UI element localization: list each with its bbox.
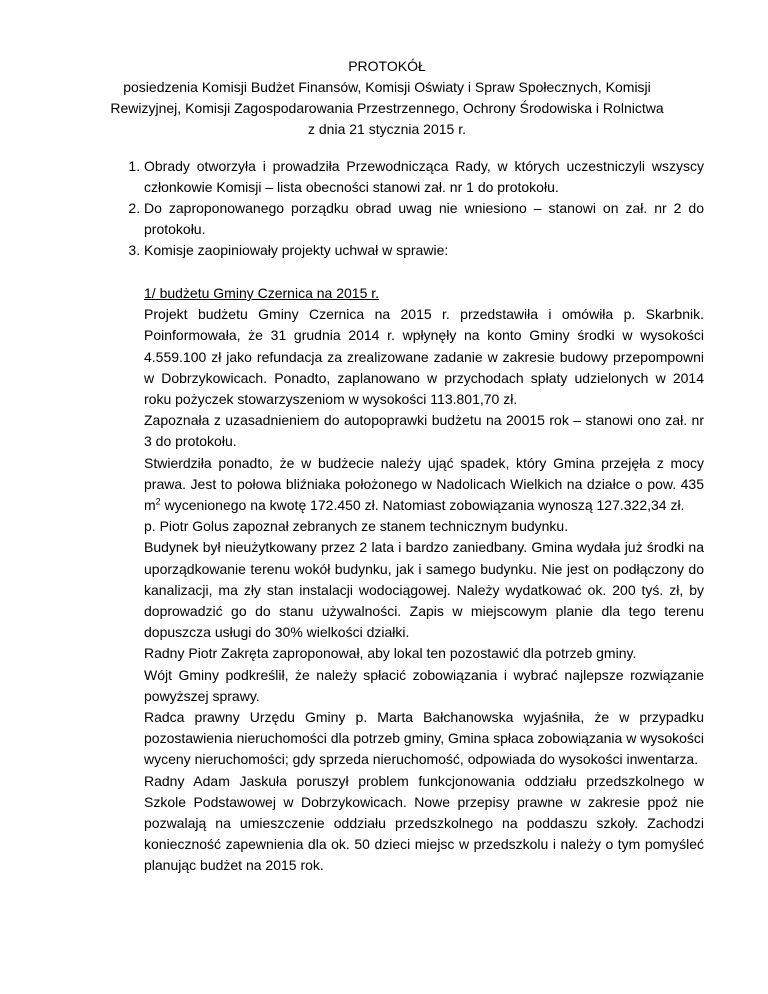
- paragraph-inheritance: [144, 453, 704, 517]
- agenda-point: 3. Komisje zaopiniowały projekty uchwał w sprawie:: [144, 240, 704, 261]
- paragraph: Wójt Gminy podkreślił, że należy spłacić zobowiązania i wybrać najlepsze rozwiązanie powyższej sprawy.: [144, 666, 704, 704]
- section-subheading: 1/ budżetu Gminy Czernica na 2015 r.: [144, 285, 380, 301]
- document-header: [66, 56, 708, 140]
- budget-section: [144, 283, 704, 877]
- agenda-point: 2. Do zaproponowanego porządku obrad uwag nie wniesiono – stanowi on zał. nr 2 do protokołu.: [144, 198, 704, 240]
- paragraph: Radny Piotr Zakręta zaproponował, aby lokal ten pozostawić dla potrzeb gminy.: [144, 645, 637, 662]
- paragraph-part: Stwierdziła ponadto, że w budżecie należy ująć spadek, który Gmina przejęła z mocy prawa. Jest to połowa bliźniaka położonego w Nadolicach Wielkich na działce o pow. 435 m: [144, 454, 704, 514]
- superscript: 2: [155, 496, 161, 507]
- document-title: PROTOKÓŁ: [348, 58, 426, 74]
- header-line-1: posiedzenia Komisji Budżet Finansów, Komisji Oświaty i Spraw Społecznych, Komisji: [123, 79, 651, 95]
- paragraph: Radca prawny Urzędu Gminy p. Marta Bałchanowska wyjaśniła, że w przypadku pozostawienia nieruchomości dla potrzeb gminy, Gmina spłaca zobowiązania w wysokości wyceny nieruchomości; gdy sprzeda nieruchomość, odpowiada do wysokości inwentarza.: [144, 709, 705, 768]
- paragraph: Radny Adam Jaskuła poruszył problem funkcjonowania oddziału przedszkolnego w Szkole Podstawowej w Dobrzykowicach. Nowe przepisy prawne w zakresie ppoż nie pozwalają na umieszczenie oddziału przedszkolnego na poddaszu szkoły. Zachodzi konieczność zapewnienia dla ok. 50 dzieci miejsc w przedszkolu i należy o tym pomyśleć planując budżet na 2015 rok.: [144, 772, 704, 874]
- header-date: z dnia 21 stycznia 2015 r.: [308, 121, 466, 137]
- paragraph-part: wycenionego na kwotę 172.450 zł. Natomiast zobowiązania wynoszą 127.322,34 zł.: [160, 497, 685, 514]
- agenda-points-list: [108, 156, 704, 261]
- paragraph: Zapoznała z uzasadnieniem do autopoprawki budżetu na 20015 rok – stanowi ono zał. nr 3 do protokołu.: [144, 412, 704, 450]
- agenda-point: 1. Obrady otworzyła i prowadziła Przewodnicząca Rady, w których uczestniczyli wszyscy członkowie Komisji – lista obecności stanowi zał. nr 1 do protokołu.: [144, 156, 704, 198]
- paragraph: Budynek był nieużytkowany przez 2 lata i bardzo zaniedbany. Gmina wydała już środki na uporządkowanie terenu wokół budynku, jak i samego budynku. Nie jest on podłączony do kanalizacji, ma zły stan instalacji wodociągowej. Należy wydatkować ok. 200 tyś. zł, by doprowadzić go do stanu używalności. Zapis w miejscowym planie dla tego terenu dopuszcza usługi do 30% wielkości działki.: [144, 539, 704, 641]
- paragraph: Projekt budżetu Gminy Czernica na 2015 r. przedstawiła i omówiła p. Skarbnik. Poinformowała, że 31 grudnia 2014 r. wpłynęły na konto Gminy środki w wysokości 4.559.100 zł jako refundacja za zrealizowane zadanie w zakresie budowy przepompowni w Dobrzykowicach. Ponadto, zaplanowano w przychodach spłaty udzielonych w 2014 roku pożyczek stowarzyszeniom w wysokości 113.801,70 zł.: [144, 306, 704, 408]
- paragraph: p. Piotr Golus zapoznał zebranych ze stanem technicznym budynku.: [144, 518, 569, 535]
- header-line-2: Rewizyjnej, Komisji Zagospodarowania Przestrzennego, Ochrony Środowiska i Rolnictwa: [110, 100, 664, 116]
